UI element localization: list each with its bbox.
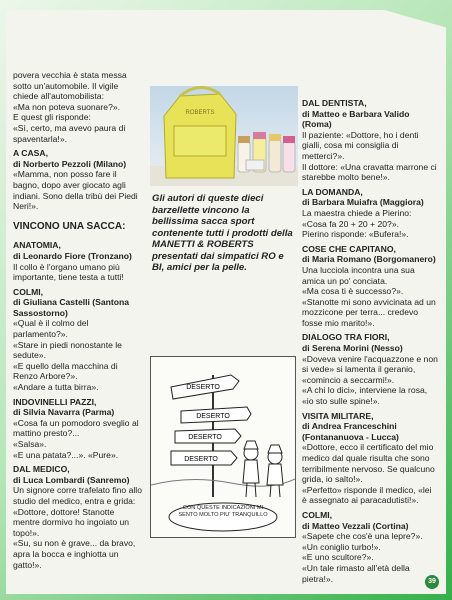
intro-line: povera vecchia è stata messa sotto un'automobile. Il vigile chiede all'automobilista: xyxy=(13,70,127,102)
text-line: «Dottore, dottore! Stanotte mentre dormivo ho ingoiato un topo!». xyxy=(13,506,130,538)
text-line: «Un tale rimasto all'età della pietra!». xyxy=(302,562,410,584)
text-line: «E quello della macchina di Renzo Arbore?». xyxy=(13,360,118,382)
text-fiori xyxy=(302,354,438,407)
heading-domanda: LA DOMANDA, xyxy=(302,186,363,197)
product-photo xyxy=(150,86,298,186)
text-line: Il paziente: «Dottore, ho i denti gialli, cosa mi consiglia di metterci?». xyxy=(302,129,419,161)
text-capitano xyxy=(302,265,438,329)
text-line: «Stare in piedi nonostante le sedute». xyxy=(13,339,122,361)
cartoon-characters xyxy=(243,441,283,497)
cartoon-panel xyxy=(150,356,296,538)
signpost xyxy=(171,375,251,465)
text-dentista xyxy=(302,130,438,183)
text-indovinelli xyxy=(13,418,143,460)
author-colmi2: di Matteo Vezzali (Cortina) xyxy=(302,520,409,531)
text-line: La maestra chiede a Pierino: xyxy=(302,207,412,218)
heading-dentista: DAL DENTISTA, xyxy=(302,98,367,108)
text-line: «Stanotte mi sono avvicinata ad un mozzicone per terra... credevo fosse mio marito!». xyxy=(302,296,436,328)
text-line: Un signore corre trafelato fino allo studio del medico, entra e grida: xyxy=(13,485,142,506)
heading-colmi: COLMI, xyxy=(13,286,44,297)
author-medico: di Luca Lombardi (Sanremo) xyxy=(13,474,130,485)
author-domanda: di Barbara Muiafra (Maggiora) xyxy=(302,197,424,208)
sign-label: DESERTO xyxy=(188,434,222,441)
text-colmi xyxy=(13,318,143,392)
author-indovinelli: di Silvia Navarra (Parma) xyxy=(13,407,115,418)
text-militare xyxy=(302,442,438,506)
author-militare: di Andrea Franceschini (Fontananuova - Lucca) xyxy=(302,421,399,442)
author-anatomia: di Leonardo Fiore (Tronzano) xyxy=(13,250,132,261)
author-fiori: di Serena Morini (Nesso) xyxy=(302,343,403,354)
sign-label: DESERTO xyxy=(184,456,218,463)
text-line: Una lucciola incontra una sua amica un po' conciata. xyxy=(302,264,415,286)
text-line: «Perfetto» risponde il medico, «lei è assegnato ai paracadutisti!». xyxy=(302,484,432,506)
heading-fiori: DIALOGO TRA FIORI, xyxy=(302,332,390,343)
author-acasa: di Norberto Pezzoli (Milano) xyxy=(13,158,127,169)
sign-label: DESERTO xyxy=(196,413,230,420)
text-line: «A chi lo dici», interviene la rosa, «io sto sulle spine!». xyxy=(302,385,428,407)
text-acasa: «Mamma, non posso fare il bagno, dopo aver giocato agli indiani. Sono della tribù dei Piedi Neri!». xyxy=(13,169,138,212)
story-intro xyxy=(13,70,143,144)
intro-line: «Sì, certo, ma avevo paura di spaventarla!». xyxy=(13,122,126,144)
text-line: «Dottore, ecco il certificato del mio medico dal quale risulta che sono terribilmente nervoso. Se qualcuno grida, io salto!». xyxy=(302,442,435,485)
bag-logo: ROBERTS xyxy=(185,110,215,116)
text-line: «Sapete che cos'è una lepre?». xyxy=(302,531,423,542)
page-number: 39 xyxy=(425,575,439,589)
text-anatomia: Il collo è l'organo umano più importante, tiene testa a tutti! xyxy=(13,261,124,283)
heading-anatomia: ANATOMIA, xyxy=(13,240,61,251)
heading-indovinelli: INDOVINELLI PAZZI, xyxy=(13,396,97,407)
author-capitano: di Maria Romano (Borgomanero) xyxy=(302,254,436,265)
text-line: «E uno scultore?». xyxy=(302,552,374,563)
heading-capitano: COSE CHE CAPITANO, xyxy=(302,243,396,254)
text-line: «E una patata?...». «Pure». xyxy=(13,449,119,460)
author-dentista: di Matteo e Barbara Valido (Roma) xyxy=(302,108,410,130)
text-medico xyxy=(13,485,143,570)
text-line: Il dottore: «Una cravatta marrone ci starebbe molto bene!». xyxy=(302,161,437,183)
heading-colmi2: COLMI, xyxy=(302,509,333,520)
desert-cartoon xyxy=(151,357,295,537)
text-line: «Qual è il colmo del parlamento?». xyxy=(13,318,89,340)
text-domanda xyxy=(302,208,438,240)
right-column xyxy=(302,98,438,588)
heading-militare: VISITA MILITARE, xyxy=(302,410,374,421)
text-line: «Andare a tutta birra». xyxy=(13,382,99,393)
left-column xyxy=(13,70,143,574)
text-line: «Ma cosa ti è successo?». xyxy=(302,286,404,297)
text-line: «Cosa fa 20 + 20 + 20?». xyxy=(302,218,399,229)
vincono-heading: VINCONO UNA SACCA: xyxy=(13,220,126,232)
speech-text: CON QUESTE INDICAZIONI MI SENTO MOLTO PIU' TRANQUILLO xyxy=(178,505,268,518)
text-line: «Salsa». xyxy=(13,439,47,449)
text-line: Pierino risponde: «Bufera!». xyxy=(302,229,409,240)
prize-caption: Gli autori di queste dieci barzellette vincono la bellissima sacca sport contenente tutti i prodotti della MANETTI & ROBERTS presentati dai simpatici RO e BI, amici per la pelle. xyxy=(152,193,293,273)
heading-medico: DAL MEDICO, xyxy=(13,464,70,475)
sign-label: DESERTO xyxy=(186,384,220,391)
text-line: «Doveva venire l'acquazzone e non si vede» si lamenta il geranio, «comincio a seccarmi!». xyxy=(302,353,438,385)
heading-acasa: A CASA, xyxy=(13,148,49,159)
text-line: «Su, su non è grave... da bravo, apra la bocca e inghiotta un gatto!». xyxy=(13,538,136,570)
text-colmi2 xyxy=(302,531,438,584)
text-line: «Cosa fa un pomodoro sveglio al mattino presto?... xyxy=(13,417,139,439)
author-colmi: di Giuliana Castelli (Santona Sassostorno) xyxy=(13,297,130,318)
intro-line: E quest gli risponde: xyxy=(13,112,91,123)
sport-bag-illustration xyxy=(150,86,298,186)
text-line: «Un coniglio turbo!». xyxy=(302,541,381,552)
intro-line: «Ma non poteva suonare?». xyxy=(13,101,121,112)
